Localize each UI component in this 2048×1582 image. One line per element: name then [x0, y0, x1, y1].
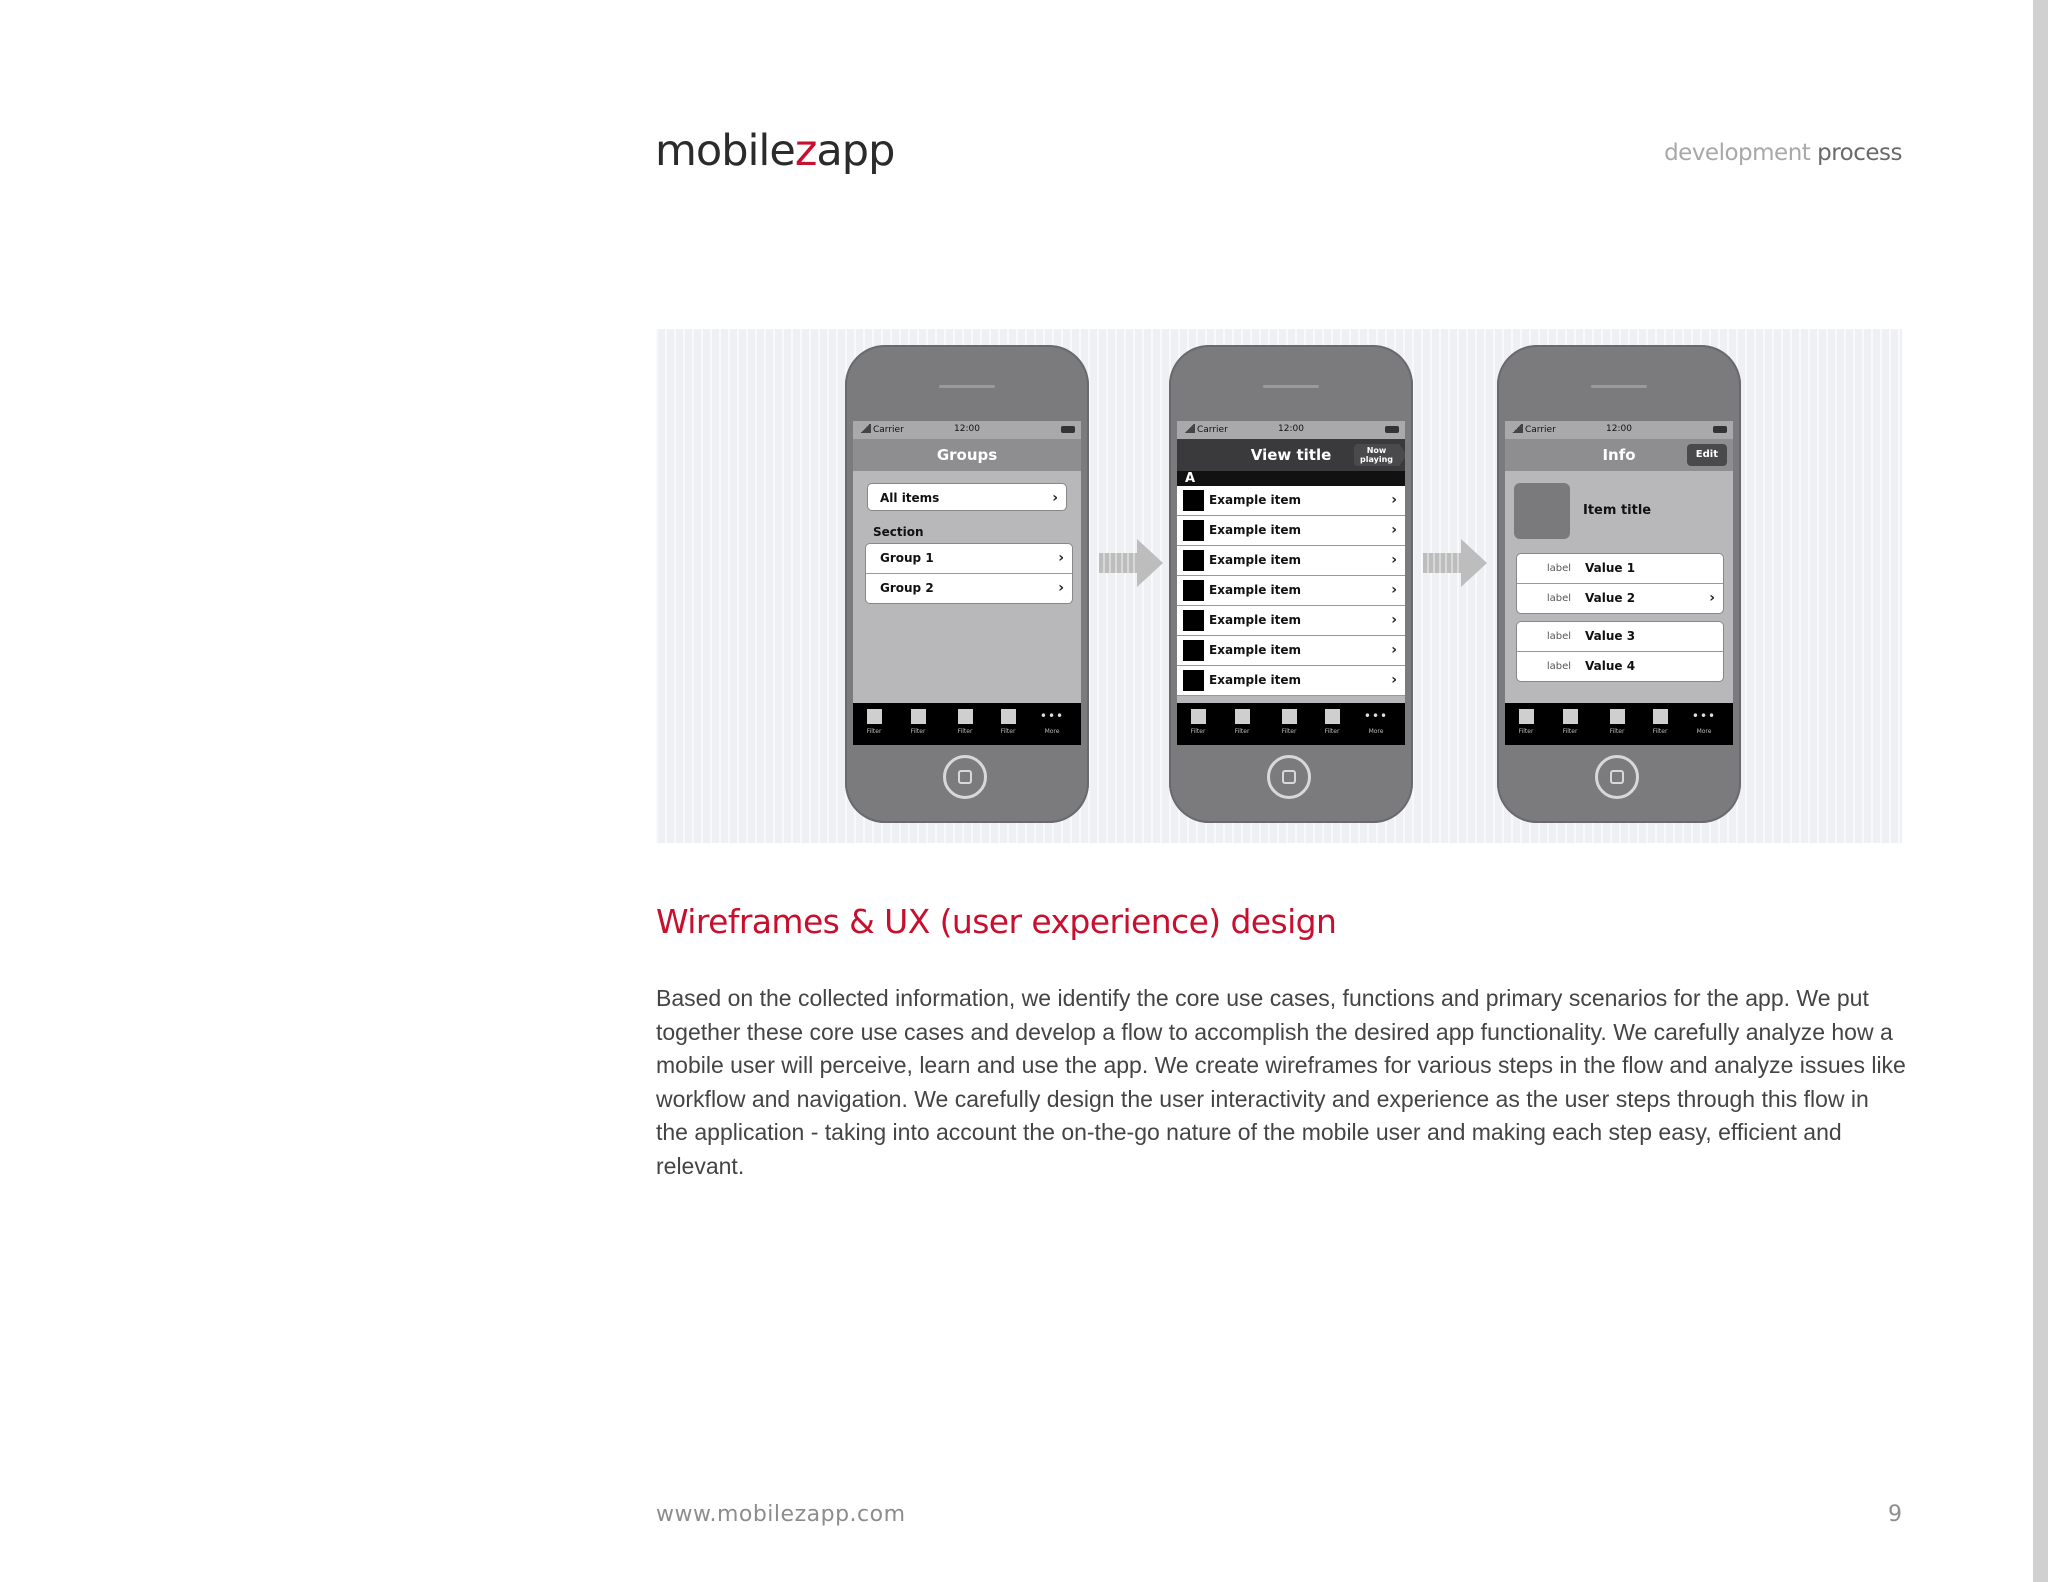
item-label: Example item	[1209, 493, 1302, 507]
filter-icon	[1235, 709, 1250, 724]
row-value: Value 2	[1585, 591, 1636, 605]
carrier-label: Carrier	[859, 424, 904, 435]
tab-filter	[859, 709, 889, 735]
nav-title: View title	[1250, 446, 1332, 464]
edit-button: Edit	[1687, 444, 1727, 466]
item-label: Example item	[1209, 673, 1302, 687]
wireframe-figure	[656, 329, 1902, 843]
group-list	[865, 543, 1073, 604]
home-button-icon	[1267, 755, 1311, 799]
tab-filter	[1555, 709, 1585, 735]
list-item	[1517, 554, 1723, 584]
thumbnail	[1183, 670, 1204, 691]
flow-arrow-icon	[1423, 539, 1489, 587]
list-item	[1177, 636, 1405, 666]
status-bar	[1505, 421, 1733, 439]
item-label: Example item	[1209, 613, 1302, 627]
filter-icon	[867, 709, 882, 724]
tab-more	[1689, 709, 1719, 735]
section-label-light: development	[1664, 140, 1811, 166]
group-label: Group 1	[880, 551, 934, 565]
item-title: Item title	[1583, 503, 1652, 518]
logo-prefix: mobile	[655, 126, 795, 176]
tab-more	[1361, 709, 1391, 735]
chevron-right-icon: ›	[1391, 642, 1397, 658]
index-header: A	[1177, 471, 1405, 486]
item-label: Example item	[1209, 583, 1302, 597]
tab-label: Filter	[957, 728, 973, 735]
page-edge-bar	[2033, 0, 2048, 1582]
filter-icon	[958, 709, 973, 724]
tab-more	[1037, 709, 1067, 735]
filter-icon	[1519, 709, 1534, 724]
tab-label: Filter	[1190, 728, 1206, 735]
nav-title: Info	[1602, 446, 1636, 464]
status-bar	[1177, 421, 1405, 439]
row-label: label	[1546, 593, 1571, 604]
list-item	[1177, 576, 1405, 606]
tab-label: Filter	[866, 728, 882, 735]
row-label: label	[1546, 661, 1571, 672]
filter-icon	[1653, 709, 1668, 724]
row-label: label	[1546, 631, 1571, 642]
flow-arrow-icon	[1099, 539, 1165, 587]
filter-icon	[1325, 709, 1340, 724]
phone-screen	[1505, 421, 1733, 745]
all-items-cell	[867, 483, 1067, 511]
nav-title: Groups	[936, 446, 998, 464]
battery-icon	[1061, 426, 1075, 433]
list-item	[866, 544, 1072, 574]
now-playing-line2: playing	[1360, 455, 1393, 464]
page-number: 9	[1888, 1502, 1902, 1527]
tab-filter	[903, 709, 933, 735]
list-item	[866, 574, 1072, 603]
more-icon: •••	[1691, 709, 1717, 723]
tab-bar	[853, 703, 1081, 745]
logo-suffix: app	[816, 126, 895, 176]
chevron-right-icon: ›	[1058, 580, 1064, 596]
list-item	[1177, 486, 1405, 516]
nav-bar	[853, 439, 1081, 471]
list-item	[1177, 546, 1405, 576]
phone-groups	[845, 345, 1089, 823]
item-label: Example item	[1209, 643, 1302, 657]
home-button-icon	[943, 755, 987, 799]
tab-label: Filter	[1281, 728, 1297, 735]
status-time: 12:00	[954, 424, 980, 434]
tab-filter	[1511, 709, 1541, 735]
tab-label: Filter	[1562, 728, 1578, 735]
status-time: 12:00	[1278, 424, 1304, 434]
info-group-1	[1516, 553, 1724, 614]
chevron-right-icon: ›	[1391, 612, 1397, 628]
section-heading: Wireframes & UX (user experience) design	[656, 902, 1337, 941]
tab-filter	[1602, 709, 1632, 735]
thumbnail	[1183, 610, 1204, 631]
thumbnail	[1183, 640, 1204, 661]
carrier-label: Carrier	[1511, 424, 1556, 435]
filter-icon	[911, 709, 926, 724]
tab-label: Filter	[1324, 728, 1340, 735]
tab-filter	[1317, 709, 1347, 735]
filter-icon	[1563, 709, 1578, 724]
thumbnail	[1183, 550, 1204, 571]
list-item	[1517, 652, 1723, 681]
tab-bar	[1177, 703, 1405, 745]
status-time: 12:00	[1606, 424, 1632, 434]
item-label: Example item	[1209, 523, 1302, 537]
info-group-2	[1516, 621, 1724, 682]
footer-url[interactable]: www.mobilezapp.com	[656, 1502, 906, 1527]
filter-icon	[1191, 709, 1206, 724]
item-label: Example item	[1209, 553, 1302, 567]
home-button-icon	[1595, 755, 1639, 799]
status-bar	[853, 421, 1081, 439]
row-value: Value 3	[1585, 629, 1636, 643]
list-item	[1517, 584, 1723, 613]
tab-filter	[950, 709, 980, 735]
filter-icon	[1001, 709, 1016, 724]
chevron-right-icon: ›	[1709, 590, 1715, 606]
chevron-right-icon: ›	[1052, 490, 1058, 506]
more-icon: •••	[1039, 709, 1065, 723]
chevron-right-icon: ›	[1058, 550, 1064, 566]
section-label	[1664, 140, 1902, 166]
chevron-right-icon: ›	[1391, 492, 1397, 508]
chevron-right-icon: ›	[1391, 582, 1397, 598]
thumbnail	[1183, 520, 1204, 541]
phone-speaker	[1591, 385, 1647, 388]
list-item	[1517, 622, 1723, 652]
now-playing-button	[1354, 444, 1399, 466]
list-item	[1177, 666, 1405, 696]
brand-logo	[655, 126, 895, 176]
now-playing-line1: Now	[1366, 446, 1387, 455]
row-label: label	[1546, 563, 1571, 574]
row-value: Value 1	[1585, 561, 1636, 575]
group-label: Group 2	[880, 581, 934, 595]
tab-filter	[1645, 709, 1675, 735]
tab-label: More	[1696, 728, 1712, 735]
more-icon: •••	[1363, 709, 1389, 723]
section-header: Section	[873, 525, 924, 539]
thumbnail	[1183, 490, 1204, 511]
tab-label: Filter	[910, 728, 926, 735]
tab-bar	[1505, 703, 1733, 745]
tab-filter	[993, 709, 1023, 735]
logo-highlight: z	[794, 126, 817, 176]
nav-bar	[1177, 439, 1405, 471]
phone-list	[1169, 345, 1413, 823]
item-image-placeholder	[1514, 483, 1570, 539]
tab-label: Filter	[1000, 728, 1016, 735]
chevron-right-icon: ›	[1391, 552, 1397, 568]
phone-screen	[853, 421, 1081, 745]
body-paragraph: Based on the collected information, we identify the core use cases, functions and primary scenarios for the app. We put together these core use cases and develop a flow to accomplish the desired app functionality. We carefully analyze how a mobile user will perceive, learn and use the app. We create wireframes for various steps in the flow and analyze issues like workflow and navigation. We carefully design the user interactivity and experience as the user steps through this flow in the application - taking into account the on-the-go nature of the mobile user and making each step easy, efficient and relevant.	[656, 985, 1906, 1179]
tab-label: More	[1368, 728, 1384, 735]
tab-label: More	[1044, 728, 1060, 735]
section-label-strong: process	[1817, 140, 1902, 166]
chevron-right-icon: ›	[1391, 672, 1397, 688]
filter-icon	[1610, 709, 1625, 724]
battery-icon	[1713, 426, 1727, 433]
list-item	[1177, 516, 1405, 546]
list-item	[1177, 606, 1405, 636]
tab-label: Filter	[1609, 728, 1625, 735]
tab-filter	[1274, 709, 1304, 735]
filter-icon	[1282, 709, 1297, 724]
chevron-right-icon: ›	[1391, 522, 1397, 538]
tab-filter	[1227, 709, 1257, 735]
tab-filter	[1183, 709, 1213, 735]
thumbnail	[1183, 580, 1204, 601]
phone-speaker	[1263, 385, 1319, 388]
carrier-label: Carrier	[1183, 424, 1228, 435]
all-items-label: All items	[880, 491, 940, 505]
phone-screen	[1177, 421, 1405, 745]
tab-label: Filter	[1652, 728, 1668, 735]
phone-info	[1497, 345, 1741, 823]
phone-speaker	[939, 385, 995, 388]
tab-label: Filter	[1518, 728, 1534, 735]
row-value: Value 4	[1585, 659, 1636, 673]
nav-bar	[1505, 439, 1733, 471]
battery-icon	[1385, 426, 1399, 433]
tab-label: Filter	[1234, 728, 1250, 735]
